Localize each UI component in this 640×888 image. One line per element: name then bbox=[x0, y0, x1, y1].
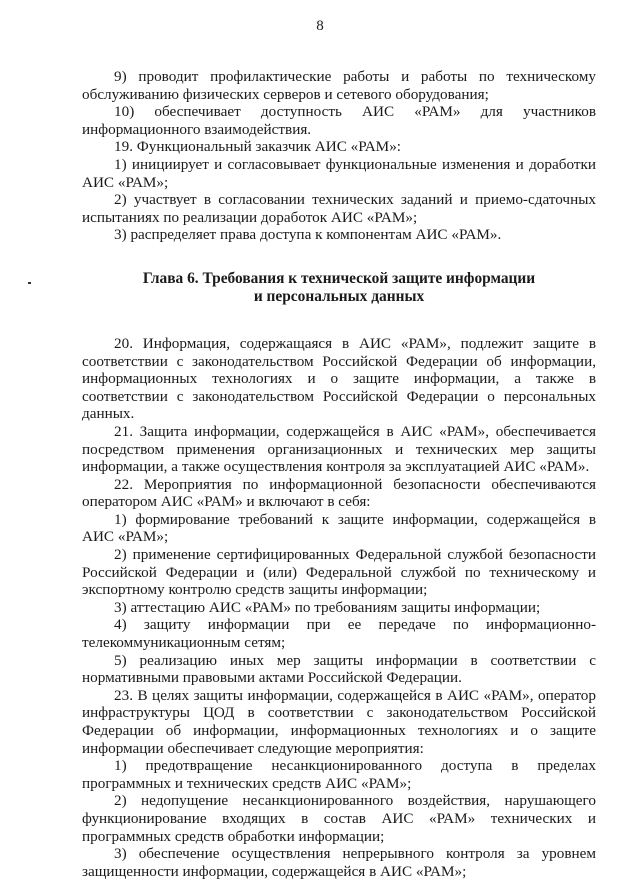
page-number: 8 bbox=[316, 18, 324, 34]
paragraph: 19. Функциональный заказчик АИС «РАМ»: bbox=[114, 138, 402, 156]
paragraphs-after-heading bbox=[82, 335, 596, 880]
paragraph: 9) проводит профилактические работы и работы по техническому обслуживанию физических серверов и сетевого оборудования; bbox=[82, 68, 596, 103]
chapter-heading-line-1: Глава 6. Требования к технической защите информации bbox=[142, 269, 536, 287]
paragraph: 3) аттестацию АИС «РАМ» по требованиям защиты информации; bbox=[114, 598, 541, 616]
paragraph: 22. Мероприятия по информационной безопасности обеспечиваются оператором АИС «РАМ» и включают в себя: bbox=[82, 475, 596, 511]
document-body bbox=[82, 68, 596, 880]
paragraph: 1) предотвращение несанкционированного доступа в пределах программных и технических средств АИС «РАМ»; bbox=[82, 757, 596, 792]
paragraph: 23. В целях защиты информации, содержащейся в АИС «РАМ», оператор инфраструктуры ЦОД в соответствии с законодательством Российской Федерации об информации, информационных технологиях и о защите информации обеспечивает следующие мероприятия: bbox=[82, 686, 596, 757]
paragraph: 20. Информация, содержащаяся в АИС «РАМ», подлежит защите в соответствии с законодательством Российской Федерации об информации, информационных технологиях и о защите информации, а также в соответствии с законодательством Российской Федерации о персональных данных. bbox=[82, 334, 596, 423]
paragraph: 2) участвует в согласовании технических заданий и приемо-сдаточных испытаниях по реализации доработок АИС «РАМ»; bbox=[82, 191, 596, 226]
paragraph: 2) недопущение несанкционированного воздействия, нарушающего функционирование входящих в состав АИС «РАМ» технических и программных средств обработки информации; bbox=[82, 792, 596, 845]
paragraph: 10) обеспечивает доступность АИС «РАМ» для участников информационного взаимодействия. bbox=[82, 103, 596, 138]
paragraph: 3) обеспечение осуществления непрерывного контроля за уровнем защищенности информации, содержащейся в АИС «РАМ»; bbox=[82, 845, 596, 880]
paragraph: 4) защиту информации при ее передаче по информационно-телекоммуникационным сетям; bbox=[82, 616, 596, 652]
paragraph: 2) применение сертифицированных Федеральной службой безопасности Российской Федерации и (или) Федеральной службой по техническому и экспортному контролю средств защиты информации; bbox=[82, 546, 596, 599]
paragraph: 1) инициирует и согласовывает функциональные изменения и доработки АИС «РАМ»; bbox=[82, 155, 596, 191]
margin-mark bbox=[28, 282, 31, 284]
chapter-heading bbox=[82, 270, 596, 306]
paragraph: 3) распределяет права доступа к компонентам АИС «РАМ». bbox=[114, 226, 502, 244]
paragraph: 21. Защита информации, содержащейся в АИС «РАМ», обеспечивается посредством применения организационных и технических мер защиты информации, а также осуществления контроля за эксплуатацией АИС «РАМ». bbox=[82, 422, 596, 476]
paragraphs-before-heading bbox=[82, 68, 596, 244]
paragraph: 1) формирование требований к защите информации, содержащейся в АИС «РАМ»; bbox=[82, 510, 596, 546]
chapter-heading-line-2: и персональных данных bbox=[253, 287, 425, 305]
paragraph: 5) реализацию иных мер защиты информации в соответствии с нормативными правовыми актами Российской Федерации. bbox=[82, 651, 596, 687]
